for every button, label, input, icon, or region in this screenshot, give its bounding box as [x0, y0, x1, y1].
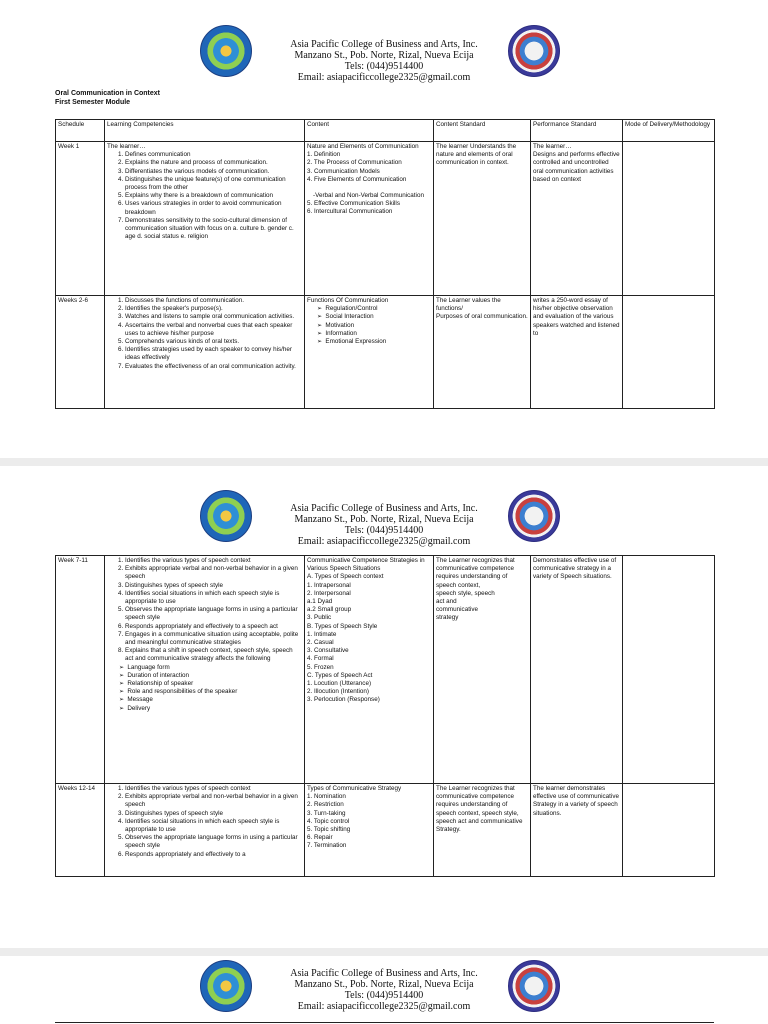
- list-item: 5. Comprehends various kinds of oral texts.: [125, 338, 302, 346]
- content-line: 5. Topic shifting: [307, 826, 351, 834]
- competencies-cell: [105, 142, 305, 296]
- mode-of-delivery-cell: [623, 142, 715, 296]
- competencies-list: [107, 557, 302, 664]
- college-seal-logo: [200, 490, 252, 542]
- content-line: -Verbal and Non-Verbal Communication: [313, 192, 424, 200]
- list-item: 3. Distinguishes types of speech style: [125, 582, 302, 590]
- content-bullets: [307, 305, 431, 346]
- table-row-week1: [56, 142, 715, 296]
- letterhead: [270, 503, 498, 547]
- table-row-weeks-2-6: [56, 296, 715, 409]
- course-title: Oral Communication in Context: [55, 90, 161, 97]
- list-item: 4. Identifies social situations in which each speech style is appropriate to use: [125, 590, 302, 606]
- schedule-cell: Week 7-11: [56, 556, 105, 784]
- list-item: 3. Differentiates the various models of communication.: [125, 168, 302, 176]
- cs-line: communicative: [436, 606, 478, 614]
- content-line: 2. The Process of Communication: [307, 159, 402, 167]
- ps-line: Designs and performs effective controlled and uncontrolled oral communication activities: [533, 151, 620, 175]
- list-item: ➢ Social Interaction: [317, 313, 431, 321]
- mode-of-delivery-cell: [623, 784, 715, 877]
- content-line: C. Types of Speech Act: [307, 671, 373, 679]
- content-line: Nature and Elements of Communication: [307, 143, 419, 150]
- content-line: 2. Interpersonal: [307, 589, 351, 597]
- ps-line: The learner…: [533, 143, 572, 150]
- content-line: a.2 Small group: [307, 606, 352, 614]
- competencies-list: [107, 785, 302, 859]
- college-address: Manzano St., Pob. Norte, Rizal, Nueva Ecija: [294, 514, 474, 525]
- content-line: 3. Turn-taking: [307, 809, 346, 817]
- letterhead: [270, 968, 498, 1012]
- list-item: 5. Observes the appropriate language forms in using a particular speech style: [125, 834, 302, 850]
- list-item: 4. Identifies social situations in which each speech style is appropriate to use: [125, 818, 302, 834]
- list-item: 4. Distinguishes the unique feature(s) of one communication process from the other: [125, 176, 302, 192]
- performance-standard-cell: [531, 296, 623, 409]
- content-line: a.1 Dyad: [307, 598, 333, 606]
- list-item: ➢ Duration of interaction: [119, 672, 302, 680]
- list-item: 3. Distinguishes types of speech style: [125, 810, 302, 818]
- table-header-row: [56, 120, 715, 142]
- list-item: 8. Explains that a shift in speech context, speech style, speech act and communicative strategy affects the following: [125, 647, 302, 663]
- cs-line: strategy: [436, 614, 459, 622]
- col-header-performance-standard: Performance Standard: [531, 120, 623, 142]
- mode-of-delivery-cell: [623, 556, 715, 784]
- list-item: ➢ Regulation/Control: [317, 305, 431, 313]
- module-title: [55, 89, 160, 107]
- college-seal-logo: [200, 25, 252, 77]
- list-item: ➢ Relationship of speaker: [119, 680, 302, 688]
- table-row-week-7-11: [56, 556, 715, 784]
- content-line: 1. Intimate: [307, 630, 337, 638]
- content-line: 1. Nomination: [307, 793, 346, 801]
- list-item: 5. Observes the appropriate language forms in using a particular speech style: [125, 606, 302, 622]
- content-line: 1. Intrapersonal: [307, 581, 351, 589]
- deped-seal-logo: [508, 960, 560, 1012]
- content-line: 4. Topic control: [307, 817, 350, 825]
- content-cell: [305, 556, 434, 784]
- content-title: Functions Of Communication: [307, 297, 389, 304]
- competencies-cell: [105, 296, 305, 409]
- college-email: Email: asiapacificcollege2325@gmail.com: [297, 1001, 471, 1012]
- list-item: 7. Demonstrates sensitivity to the socio-cultural dimension of communication situation with focus on a. culture b. gender c. age d. social status e. religion: [125, 217, 302, 242]
- cs-line: Purposes of oral communication.: [436, 313, 528, 321]
- list-item: ➢ Information: [317, 330, 431, 338]
- list-item: 1. Identifies the various types of speech context: [125, 785, 302, 793]
- content-line: 1. Definition: [307, 151, 341, 159]
- col-header-mode-of-delivery: Mode of Delivery/Methodology: [623, 120, 715, 142]
- deped-seal-logo: [508, 490, 560, 542]
- module-table-2: [55, 555, 715, 877]
- list-item: 5. Explains why there is a breakdown of communication: [125, 192, 302, 200]
- mode-of-delivery-cell: [623, 296, 715, 409]
- college-email: Email: asiapacificcollege2325@gmail.com: [297, 72, 471, 83]
- competencies-list: [107, 297, 302, 371]
- list-item: 3. Watches and listens to sample oral communication activities.: [125, 313, 302, 321]
- ps-line: based on context: [533, 175, 581, 183]
- list-item: 2. Exhibits appropriate verbal and non-verbal behavior in a given speech: [125, 793, 302, 809]
- content-line: 3. Communication Models: [307, 167, 380, 175]
- list-item: 6. Uses various strategies in order to avoid communication breakdown: [125, 200, 302, 216]
- college-email: Email: asiapacificcollege2325@gmail.com: [297, 536, 471, 547]
- list-item: ➢ Motivation: [317, 322, 431, 330]
- competencies-cell: [105, 556, 305, 784]
- content-line: 2. Restriction: [307, 801, 344, 809]
- college-address: Manzano St., Pob. Norte, Rizal, Nueva Ecija: [294, 50, 474, 61]
- module-table-1: [55, 119, 715, 409]
- college-address: Manzano St., Pob. Norte, Rizal, Nueva Ecija: [294, 979, 474, 990]
- list-item: 6. Identifies strategies used by each speaker to convey his/her ideas effectively: [125, 346, 302, 362]
- list-item: ➢ Delivery: [119, 705, 302, 713]
- table-top-border: [55, 1022, 714, 1023]
- list-item: ➢ Language form: [119, 664, 302, 672]
- cs-line: act and: [436, 598, 457, 606]
- content-cell: [305, 296, 434, 409]
- content-standard-cell: [434, 296, 531, 409]
- college-name: Asia Pacific College of Business and Arts, Inc.: [290, 503, 478, 514]
- schedule-cell: Weeks 2-6: [56, 296, 105, 409]
- col-header-content-standard: Content Standard: [434, 120, 531, 142]
- college-name: Asia Pacific College of Business and Arts, Inc.: [290, 968, 478, 979]
- content-line: 3. Public: [307, 614, 332, 622]
- content-line: B. Types of Speech Style: [307, 622, 378, 630]
- schedule-cell: Week 1: [56, 142, 105, 296]
- competencies-cell: [105, 784, 305, 877]
- list-item: 6. Responds appropriately and effectively to a: [125, 851, 302, 859]
- content-line: 7. Termination: [307, 842, 347, 850]
- cs-line: The Learner recognizes that: [436, 557, 515, 564]
- list-item: 2. Exhibits appropriate verbal and non-verbal behavior in a given speech: [125, 565, 302, 581]
- content-standard-cell: The learner Understands the nature and elements of oral communication in context.: [434, 142, 531, 296]
- college-seal-logo: [200, 960, 252, 1012]
- list-item: 7. Evaluates the effectiveness of an oral communication activity.: [125, 363, 302, 371]
- college-tel: Tels: (044)9514400: [344, 525, 424, 536]
- list-item: 1. Discusses the functions of communication.: [125, 297, 302, 305]
- schedule-cell: Weeks 12-14: [56, 784, 105, 877]
- table-row-weeks-12-14: [56, 784, 715, 877]
- content-line: Communicative Competence Strategies in Various Speech Situations: [307, 557, 425, 573]
- competencies-intro: The learner…: [107, 143, 146, 150]
- content-line: 2. Illocution (Intention): [307, 688, 369, 696]
- ps-line: speakers watched and listened to: [533, 321, 620, 337]
- list-item: ➢ Emotional Expression: [317, 338, 431, 346]
- col-header-schedule: Schedule: [56, 120, 105, 142]
- list-item: 1. Defines communication: [125, 151, 302, 159]
- cs-line: speech context,: [436, 581, 481, 589]
- content-line: 4. Formal: [307, 655, 334, 663]
- list-item: 4. Ascertains the verbal and nonverbal cues that each speaker uses to achieve his/her purpose: [125, 322, 302, 338]
- document-page-3: [0, 956, 768, 1024]
- content-line: 6. Intercultural Communication: [307, 208, 393, 216]
- content-line: 1. Locution (Utterance): [307, 680, 372, 688]
- content-cell: [305, 784, 434, 877]
- ps-line: writes a 250-word essay of his/her objective observation and evaluation of the various: [533, 297, 614, 321]
- document-page-1: [0, 0, 768, 458]
- cs-line: The Learner values the functions/: [436, 297, 501, 313]
- document-page-2: [0, 466, 768, 948]
- content-line: 4. Five Elements of Communication: [307, 175, 407, 183]
- performance-standard-cell: [531, 142, 623, 296]
- performance-standard-cell: Demonstrates effective use of communicative strategy in a variety of Speech situations.: [531, 556, 623, 784]
- list-item: 2. Identifies the speaker's purpose(s).: [125, 305, 302, 313]
- col-header-content: Content: [305, 120, 434, 142]
- content-line: 5. Frozen: [307, 663, 334, 671]
- list-item: 7. Engages in a communicative situation using acceptable, polite and meaningful communicative strategies: [125, 631, 302, 647]
- content-line: 6. Repair: [307, 834, 333, 842]
- content-standard-cell: [434, 556, 531, 784]
- performance-standard-cell: The learner demonstrates effective use of communicative Strategy in a variety of speech situations.: [531, 784, 623, 877]
- col-header-competencies: Learning Competencies: [105, 120, 305, 142]
- list-item: 6. Responds appropriately and effectively to a speech act: [125, 623, 302, 631]
- college-name: Asia Pacific College of Business and Arts, Inc.: [290, 39, 478, 50]
- semester-title: First Semester Module: [55, 99, 131, 106]
- college-tel: Tels: (044)9514400: [344, 61, 424, 72]
- list-item: 1. Identifies the various types of speech context: [125, 557, 302, 565]
- competencies-bullets: [107, 664, 302, 713]
- content-line: 3. Perlocution (Response): [307, 696, 380, 704]
- college-tel: Tels: (044)9514400: [344, 990, 424, 1001]
- content-line: Types of Communicative Strategy: [307, 785, 402, 792]
- letterhead: [270, 39, 498, 83]
- content-line: 3. Consultative: [307, 647, 349, 655]
- list-item: ➢ Message: [119, 696, 302, 704]
- cs-line: communicative competence requires understanding of: [436, 565, 515, 581]
- content-cell: [305, 142, 434, 296]
- content-line: A. Types of Speech context: [307, 573, 384, 581]
- content-line: 5. Effective Communication Skills: [307, 200, 400, 208]
- deped-seal-logo: [508, 25, 560, 77]
- cs-line: speech style, speech: [436, 589, 495, 597]
- list-item: ➢ Role and responsibilities of the speaker: [119, 688, 302, 696]
- content-line: 2. Casual: [307, 639, 334, 647]
- list-item: 2. Explains the nature and process of communication.: [125, 159, 302, 167]
- competencies-list: [107, 151, 302, 241]
- content-standard-cell: The Learner recognizes that communicative competence requires understanding of speech context, speech style, speech act and communicative Strategy.: [434, 784, 531, 877]
